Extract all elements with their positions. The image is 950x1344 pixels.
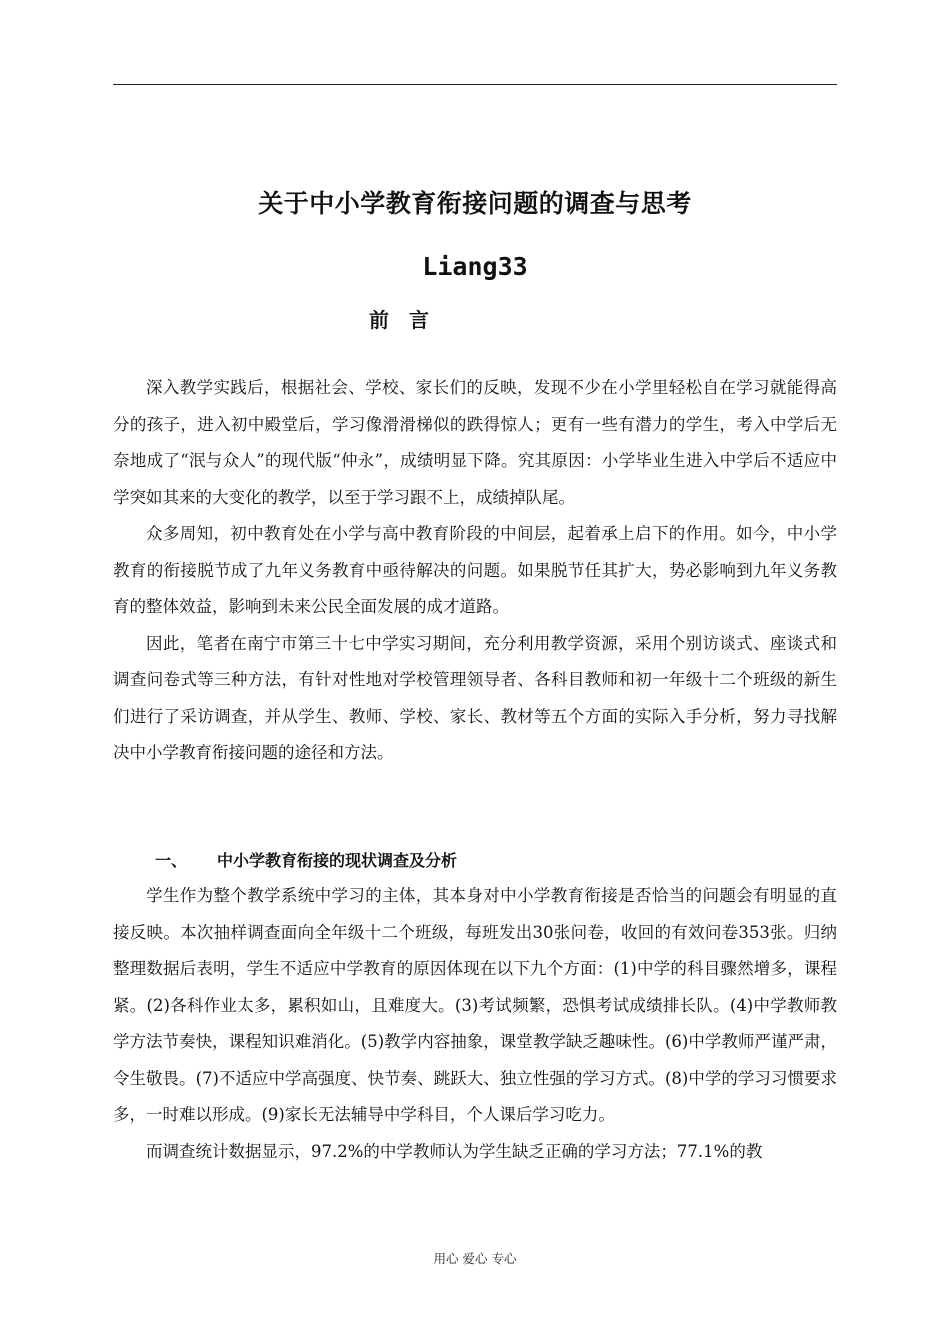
section-title: 中小学教育衔接的现状调查及分析	[217, 851, 458, 870]
document-author: Liang33	[422, 252, 528, 281]
section-heading	[155, 848, 457, 871]
document-title: 关于中小学教育衔接问题的调查与思考	[258, 189, 692, 218]
preface-body	[113, 370, 837, 772]
section-number: 一、	[155, 851, 188, 870]
section-body	[113, 878, 837, 1170]
page-footer: 用心 爱心 专心	[433, 1251, 517, 1266]
preface-heading-char: 言	[409, 308, 429, 332]
paragraph: 深入教学实践后，根据社会、学校、家长们的反映，发现不少在小学里轻松自在学习就能得高分的孩子，进入初中殿堂后，学习像滑滑梯似的跌得惊人；更有一些有潜力的学生，考入中学后无奈地成了“泯与众人”的现代版“仲永”，成绩明显下降。究其原因：小学毕业生进入中学后不适应中学突如其来的大变化的教学，以至于学习跟不上，成绩掉队尾。	[113, 378, 837, 507]
header-rule	[113, 84, 837, 85]
paragraph: 众多周知，初中教育处在小学与高中教育阶段的中间层，起着承上启下的作用。如今，中小学教育的衔接脱节成了九年义务教育中亟待解决的问题。如果脱节任其扩大，势必影响到九年义务教育的整体效益，影响到未来公民全面发展的成才道路。	[113, 524, 837, 616]
paragraph: 而调查统计数据显示，97.2%的中学教师认为学生缺乏正确的学习方法；77.1%的教	[146, 1141, 763, 1161]
paragraph: 学生作为整个教学系统中学习的主体，其本身对中小学教育衔接是否恰当的问题会有明显的直接反映。本次抽样调查面向全年级十二个班级，每班发出30张问卷，收回的有效问卷353张。归纳整理数据后表明，学生不适应中学教育的原因体现在以下九个方面：(1)中学的科目骤然增多，课程紧。(2)各科作业太多，累积如山，且难度大。(3)考试频繁，恐惧考试成绩排长队。(4)中学教师教学方法节奏快，课程知识难消化。(5)教学内容抽象，课堂教学缺乏趣味性。(6)中学教师严谨严肃，令生敬畏。(7)不适应中学高强度、快节奏、跳跃大、独立性强的学习方式。(8)中学的学习习惯要求多，一时难以形成。(9)家长无法辅导中学科目，个人课后学习吃力。	[113, 886, 837, 1124]
preface-heading-char: 前	[369, 308, 389, 332]
preface-heading	[369, 304, 429, 333]
paragraph: 因此，笔者在南宁市第三十七中学实习期间，充分利用教学资源，采用个别访谈式、座谈式和调查问卷式等三种方法，有针对性地对学校管理领导者、各科目教师和初一年级十二个班级的新生们进行了采访调查，并从学生、教师、学校、家长、教材等五个方面的实际入手分析，努力寻找解决中小学教育衔接问题的途径和方法。	[113, 633, 837, 762]
